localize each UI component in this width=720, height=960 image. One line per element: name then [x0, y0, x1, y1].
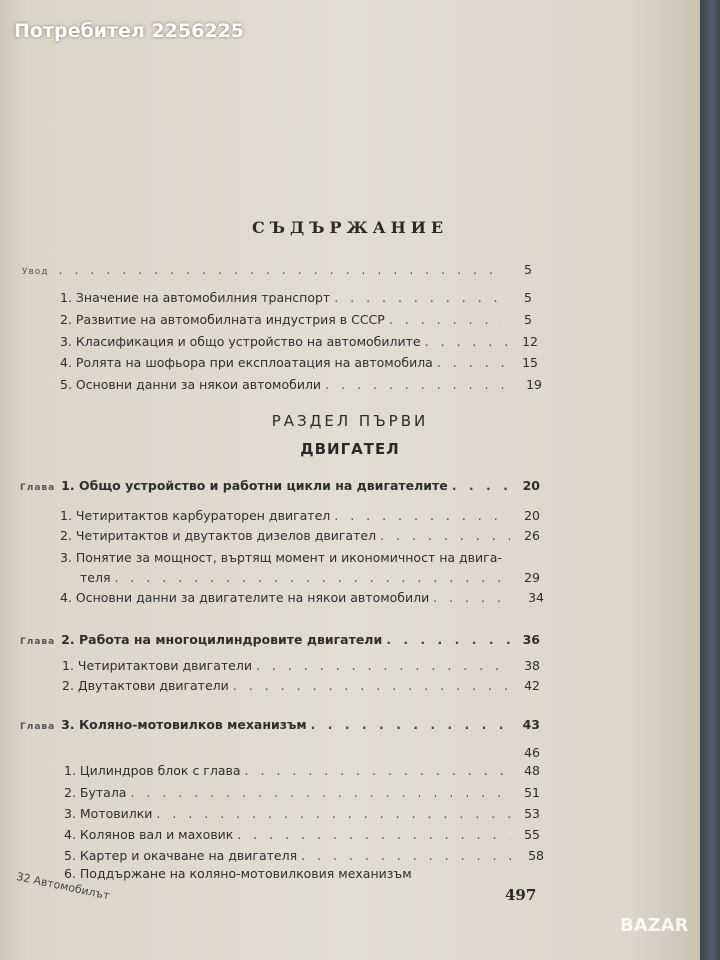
toc-label: 1. Цилиндров блок с глава — [64, 763, 241, 778]
toc-label: 1. Общо устройство и работни цикли на двигателите — [61, 478, 448, 493]
dot-leader — [437, 355, 508, 370]
toc-prefix: Глава — [20, 637, 56, 647]
toc-row — [60, 590, 544, 605]
dot-leader — [452, 478, 510, 493]
toc-label: 3. Коляно-мотовилков механизъм — [61, 717, 307, 732]
toc-page: 53 — [524, 806, 540, 821]
toc-row — [60, 355, 538, 370]
toc-label: 2. Четиритактов и двутактов дизелов двигател — [60, 528, 377, 543]
book-title-footer: 32 Автомобилът — [15, 870, 111, 903]
user-label: Потребител 2256225 — [14, 20, 245, 42]
toc-label: 4. Ролята на шофьора при експлоатация на автомобила — [60, 355, 433, 370]
book-spine — [700, 0, 720, 960]
toc-page: 38 — [524, 658, 540, 673]
toc-page: 5 — [524, 262, 532, 277]
toc-row — [64, 785, 540, 800]
toc-row-chapter — [20, 632, 540, 647]
toc-prefix: Глава — [20, 722, 56, 732]
toc-page: 19 — [526, 377, 542, 392]
toc-page: 5 — [524, 290, 532, 305]
dot-leader — [425, 334, 508, 349]
toc-row-chapter — [20, 717, 540, 732]
dot-leader — [389, 312, 502, 327]
toc-row — [60, 508, 540, 523]
toc-page: 20 — [522, 478, 540, 493]
toc-row — [64, 848, 544, 863]
dot-leader — [301, 848, 514, 863]
dot-leader — [245, 763, 510, 778]
toc-row — [64, 806, 540, 821]
dot-leader — [334, 290, 502, 305]
toc-row — [60, 550, 540, 565]
toc-row-intro — [22, 262, 532, 277]
toc-page: 58 — [528, 848, 544, 863]
toc-page: 51 — [524, 785, 540, 800]
toc-label: 4. Колянов вал и маховик — [64, 827, 234, 842]
dot-leader — [114, 570, 510, 585]
dot-leader — [233, 678, 510, 693]
toc-row — [60, 528, 540, 543]
toc-label: 5. Основни данни за някои автомобили — [60, 377, 322, 392]
toc-page: 43 — [522, 717, 540, 732]
dot-leader — [311, 717, 510, 732]
dot-leader — [386, 632, 510, 647]
toc-row — [60, 377, 542, 392]
toc-page: 34 — [528, 590, 544, 605]
toc-label: 6. Поддържане на коляно-мотовилковия механизъм — [64, 866, 412, 881]
toc-row — [60, 312, 532, 327]
toc-row — [60, 290, 532, 305]
toc-label: 1. Четиритактови двигатели — [62, 658, 252, 673]
section-subtitle: ДВИГАТЕЛ — [300, 440, 400, 458]
dot-leader — [256, 658, 510, 673]
toc-row — [62, 658, 540, 673]
toc-page: 20 — [524, 508, 540, 523]
toc-label: 5. Картер и окачване на двигателя — [64, 848, 298, 863]
dot-leader — [380, 528, 510, 543]
toc-page: 46 — [524, 745, 540, 760]
toc-page: 15 — [522, 355, 538, 370]
dot-leader — [130, 785, 510, 800]
toc-prefix: Увод — [22, 267, 49, 277]
dot-leader — [334, 508, 510, 523]
page-number: 497 — [505, 886, 537, 904]
toc-row — [64, 763, 540, 778]
dot-leader — [156, 806, 510, 821]
toc-page: 36 — [522, 632, 540, 647]
toc-page: 26 — [524, 528, 540, 543]
watermark-logo: BAZAR — [620, 915, 689, 936]
dot-leader — [59, 262, 502, 277]
toc-row — [64, 866, 464, 881]
toc-page: 55 — [524, 827, 540, 842]
toc-page: 12 — [522, 334, 538, 349]
toc-page: 48 — [524, 763, 540, 778]
toc-row-chapter — [20, 478, 540, 493]
toc-row — [64, 827, 540, 842]
toc-prefix: Глава — [20, 483, 56, 493]
toc-page: 5 — [524, 312, 532, 327]
toc-row — [80, 570, 540, 585]
toc-label: 4. Основни данни за двигателите на някои автомобили — [60, 590, 430, 605]
toc-page: 29 — [524, 570, 540, 585]
toc-label: 2. Двутактови двигатели — [62, 678, 229, 693]
toc-title: СЪДЪРЖАНИЕ — [251, 218, 449, 237]
toc-row — [60, 334, 538, 349]
section-title: РАЗДЕЛ ПЪРВИ — [271, 412, 429, 430]
toc-label: 2. Бутала — [64, 785, 127, 800]
toc-label: 1. Значение на автомобилния транспорт — [60, 290, 331, 305]
toc-label: 2. Развитие на автомобилната индустрия в СССР — [60, 312, 385, 327]
toc-label: 3. Мотовилки — [64, 806, 153, 821]
toc-label: 3. Класификация и общо устройство на автомобилите — [60, 334, 421, 349]
toc-row — [64, 745, 540, 760]
dot-leader — [433, 590, 514, 605]
toc-page: 42 — [524, 678, 540, 693]
toc-label: теля — [80, 570, 111, 585]
dot-leader — [325, 377, 512, 392]
toc-label: 1. Четиритактов карбураторен двигател — [60, 508, 331, 523]
dot-leader — [237, 827, 510, 842]
toc-label: 3. Понятие за мощност, въртящ момент и икономичност на двига- — [60, 550, 502, 565]
toc-row — [62, 678, 540, 693]
toc-label: 2. Работа на многоцилиндровите двигатели — [61, 632, 383, 647]
